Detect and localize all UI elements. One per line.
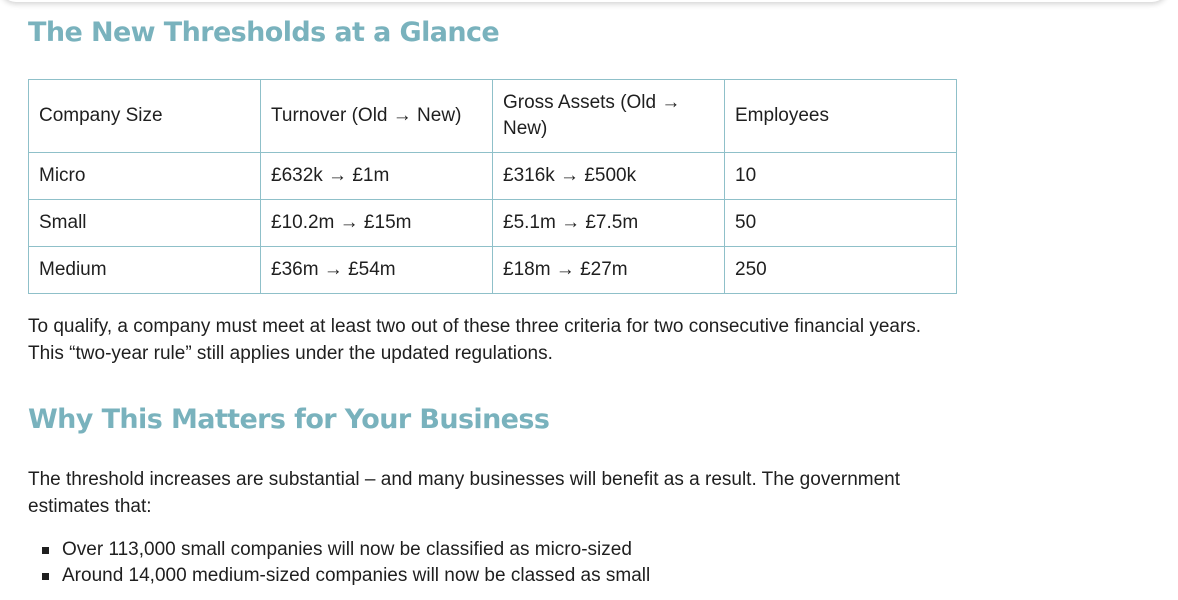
table-cell: Small <box>29 200 261 247</box>
table-cell: £10.2m → £15m <box>261 200 493 247</box>
table-row <box>29 153 957 200</box>
table-header-cell: Turnover (Old → New) <box>261 80 493 153</box>
section-heading-why: Why This Matters for Your Business <box>28 404 550 435</box>
table-header-cell: Employees <box>725 80 957 153</box>
estimates-list <box>28 537 650 589</box>
square-bullet-icon <box>42 547 49 554</box>
thresholds-table <box>28 79 957 294</box>
table-cell: Medium <box>29 247 261 294</box>
table-header-cell: Gross Assets (Old → New) <box>493 80 725 153</box>
section-heading-thresholds: The New Thresholds at a Glance <box>28 17 500 48</box>
list-item-text: Over 113,000 small companies will now be classified as micro-sized <box>62 539 632 560</box>
top-card-edge <box>0 0 1168 2</box>
table-cell: £36m → £54m <box>261 247 493 294</box>
table-cell: 10 <box>725 153 957 200</box>
table-cell: £632k → £1m <box>261 153 493 200</box>
table-header-cell: Company Size <box>29 80 261 153</box>
table-cell: 50 <box>725 200 957 247</box>
list-item <box>28 537 650 563</box>
table-row <box>29 200 957 247</box>
square-bullet-icon <box>42 573 49 580</box>
table-cell: £5.1m → £7.5m <box>493 200 725 247</box>
table-cell: Micro <box>29 153 261 200</box>
list-item-text: Around 14,000 medium-sized companies will now be classed as small <box>62 565 651 586</box>
table-row <box>29 247 957 294</box>
table-cell: 250 <box>725 247 957 294</box>
table-cell: £316k → £500k <box>493 153 725 200</box>
benefits-paragraph: The threshold increases are substantial – and many businesses will benefit as a result. The government estimates that: <box>28 469 901 517</box>
list-item <box>28 563 650 589</box>
table-cell: £18m → £27m <box>493 247 725 294</box>
qualification-paragraph: To qualify, a company must meet at least two out of these three criteria for two consecutive financial years. This “two-year rule” still applies under the updated regulations. <box>28 316 922 364</box>
table-header-row <box>29 80 957 153</box>
